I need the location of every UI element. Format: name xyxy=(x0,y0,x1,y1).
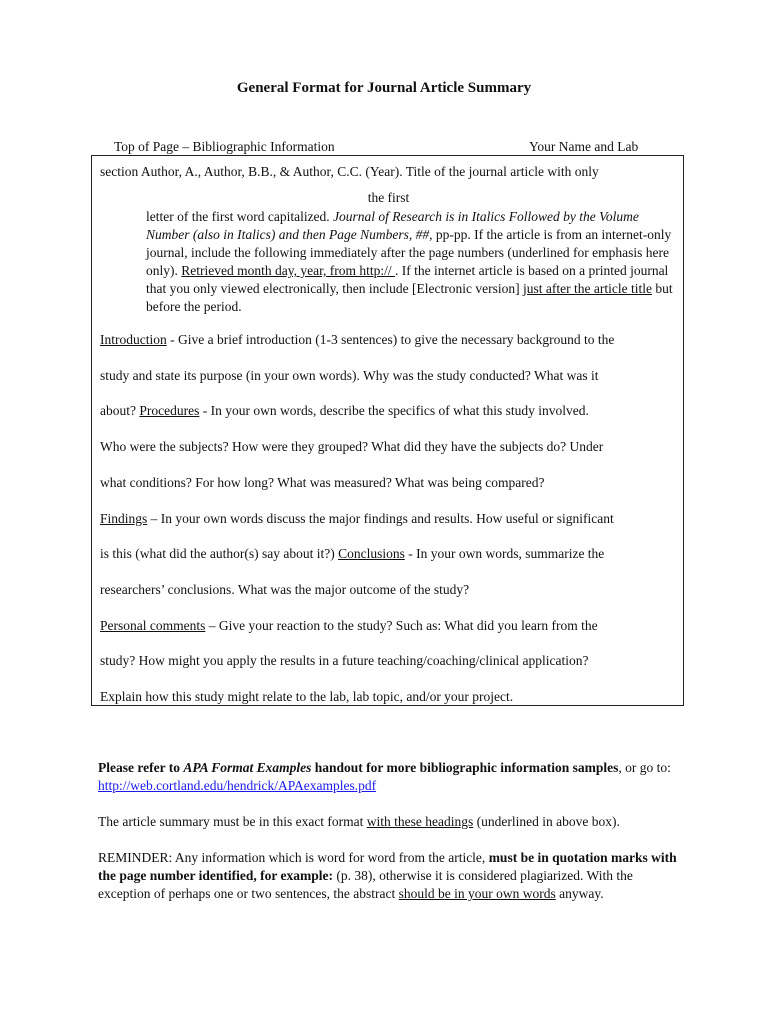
findings-line: Findings – In your own words discuss the major findings and results. How useful or significant xyxy=(100,511,614,526)
apa-examples-link[interactable]: http://web.cortland.edu/hendrick/APAexamples.pdf xyxy=(98,778,377,793)
article-title-underlined: just after the article title xyxy=(523,281,652,296)
body-line: researchers’ conclusions. What was the major outcome of the study? xyxy=(100,582,470,597)
header-bibliographic-info: Top of Page – Bibliographic Information xyxy=(114,139,335,154)
body-line: Who were the subjects? How were they grouped? What did they have the subjects do? Under xyxy=(100,439,604,454)
personal-comments-heading: Personal comments xyxy=(100,618,206,633)
procedures-line: about? Procedures - In your own words, describe the specifics of what this study involved. xyxy=(100,403,589,418)
apa-reference-note: Please refer to APA Format Examples handout for more bibliographic information samples, or go to: http://web.cortland.edu/hendrick/APAexamples.pdf xyxy=(98,760,671,793)
procedures-heading: Procedures xyxy=(139,403,200,418)
citation-hanging-indent: letter of the first word capitalized. Journal of Research is in Italics Followed by the Volume Number (also in Italics) and then Page Numbers, ##, pp-pp. If the article is from an internet-only journal, include the following immediately after the page numbers (underlined for emphasis here only). Retrieved month day, year, from http:// . If the internet article is based on a printed journal that you only viewed electronically, then include [Electronic version] just after the article title but before the period. xyxy=(146,209,673,314)
introduction-line: Introduction - Give a brief introduction (1-3 sentences) to give the necessary background to the xyxy=(100,332,615,347)
citation-first-line: section Author, A., Author, B.B., & Author, C.C. (Year). Title of the journal article with only xyxy=(100,164,599,179)
apa-format-examples-title: APA Format Examples xyxy=(183,760,312,775)
body-line: Explain how this study might relate to the lab, lab topic, and/or your project. xyxy=(100,689,514,704)
body-line: study? How might you apply the results in a future teaching/coaching/clinical application? xyxy=(100,653,589,668)
conclusions-line: is this (what did the author(s) say about it?) Conclusions - In your own words, summarize the xyxy=(100,546,605,561)
body-line: study and state its purpose (in your own words). Why was the study conducted? What was it xyxy=(100,368,599,383)
header-name-and-lab: Your Name and Lab xyxy=(529,139,639,154)
summary-format-box xyxy=(91,155,684,706)
own-words-emphasis: should be in your own words xyxy=(398,886,556,901)
retrieved-underlined: Retrieved month day, year, from http:// xyxy=(181,263,396,278)
page-title: General Format for Journal Article Summary xyxy=(236,80,532,96)
body-line: what conditions? For how long? What was measured? What was being compared? xyxy=(100,475,545,490)
format-note: The article summary must be in this exact format with these headings (underlined in above box). xyxy=(98,814,620,829)
conclusions-heading: Conclusions xyxy=(338,546,405,561)
reminder-note: REMINDER: Any information which is word for word from the article, must be in quotation marks with the page number identified, for example: (p. 38), otherwise it is considered plagiarized. With the exception of perhaps one or two sentences, the abstract should be in your own words anyway. xyxy=(98,850,677,901)
journal-italic-text: Journal of Research is in Italics Followed by the Volume Number (also in Italics) and then Page Numbers, ## xyxy=(146,209,639,242)
with-these-headings: with these headings xyxy=(366,814,474,829)
citation-continued: the first xyxy=(367,190,410,205)
personal-comments-line: Personal comments – Give your reaction to the study? Such as: What did you learn from the xyxy=(100,618,598,633)
findings-heading: Findings xyxy=(100,511,148,526)
introduction-heading: Introduction xyxy=(100,332,167,347)
quotation-requirement: must be in quotation marks with the page number identified, for example: xyxy=(98,850,677,883)
